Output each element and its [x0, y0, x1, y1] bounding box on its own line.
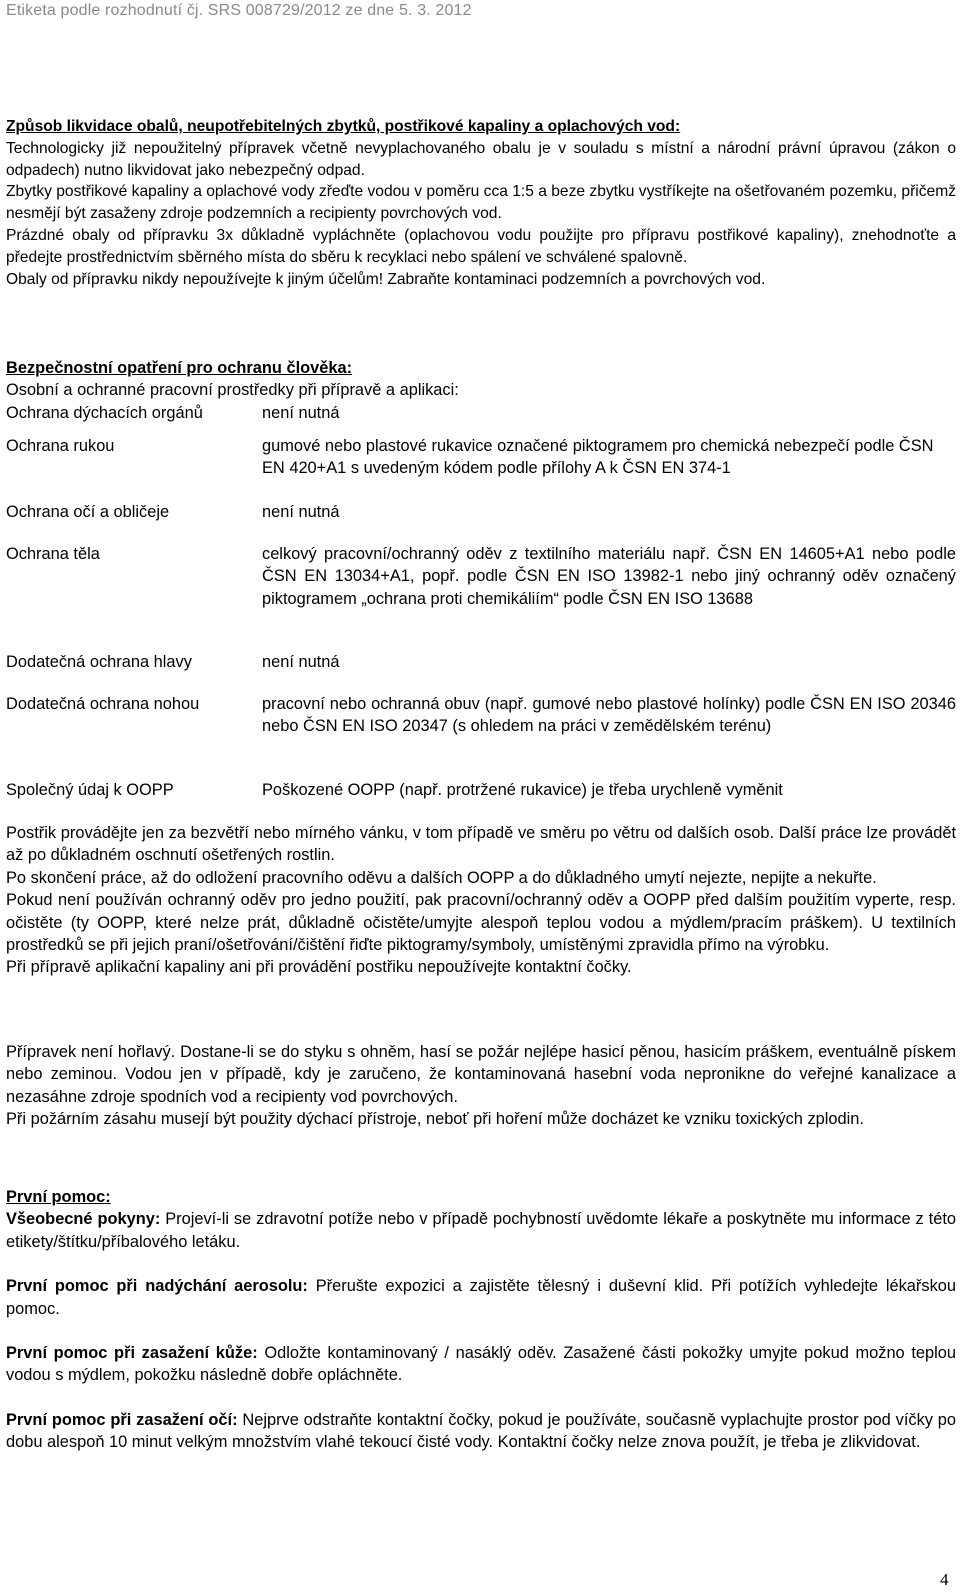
protection-label: Ochrana očí a obličeje	[6, 503, 170, 521]
disposal-section	[6, 116, 956, 290]
disposal-paragraph: Zbytky postřikové kapaliny a oplachové vody zřeďte vodou v poměru cca 1:5 a beze zbytku vystříkejte na ošetřovaném pozemku, přičemž nesmějí být zasaženy zdroje podzemních a recipienty povrchových vod.	[6, 183, 957, 223]
first-aid-label: První pomoc při nadýchání aerosolu:	[6, 1277, 308, 1296]
work-instructions	[6, 822, 956, 979]
first-aid-text: Projeví-li se zdravotní potíže nebo v případě pochybností uvědomte lékaře a poskytněte mu informace z této etikety/štítku/příbalového letáku.	[6, 1210, 956, 1251]
disposal-paragraph: Technologicky již nepoužitelný přípravek včetně nevyplachovaného obalu je v souladu s místní a národní právní úpravou (zákon o odpadech) nutno likvidovat jako nebezpečný odpad.	[6, 139, 956, 179]
breathing-row	[6, 402, 956, 424]
first-aid-item	[6, 1208, 956, 1253]
spacer	[6, 1387, 956, 1409]
first-aid-item	[6, 1342, 956, 1387]
first-aid-text: Odložte kontaminovaný / nasáklý oděv. Zasažené části pokožky umyjte pokud možno teplou vodou s mýdlem, pokožku následně dobře opláchněte.	[6, 1344, 956, 1385]
protection-value: není nutná	[262, 653, 340, 671]
spacer	[6, 1253, 956, 1275]
breathing-label: Ochrana dýchacích orgánů	[6, 403, 203, 422]
protection-value: gumové nebo plastové rukavice označené piktogramem pro chemická nebezpečí podle ČSN EN 420+A1 s uvedeným kódem podle přílohy A k ČSN EN 374-1	[262, 437, 934, 478]
first-aid-title: První pomoc:	[6, 1188, 111, 1206]
protection-label: Společný údaj k OOPP	[6, 781, 174, 799]
first-aid-text: Nejprve odstraňte kontaktní čočky, pokud je používáte, současně vyplachujte prostor pod víčky po dobu alespoň 10 minut velkým množstvím vlahé tekoucí čisté vody. Kontaktní čočky nelze znova použít, je třeba je zlikvidovat.	[6, 1410, 957, 1452]
spacer	[6, 1320, 956, 1342]
first-aid-label: První pomoc při zasažení očí:	[6, 1410, 238, 1429]
page-header: Etiketa podle rozhodnutí čj. SRS 008729/2012 ze dne 5. 3. 2012	[6, 2, 472, 19]
safety-intro: Osobní a ochranné pracovní prostředky při přípravě a aplikaci:	[6, 381, 459, 400]
protection-value: Poškozené OOPP (např. protržené rukavice) je třeba urychleně vyměnit	[262, 781, 783, 799]
protection-label: Ochrana těla	[6, 545, 100, 563]
protection-value: celkový pracovní/ochranný oděv z textilního materiálu např. ČSN EN 14605+A1 nebo podle ČSN EN 13034+A1, popř. podle ČSN EN ISO 13982-1 nebo jiný ochranný oděv označený piktogramem „ochrana proti chemikáliím“ podle ČSN EN ISO 13688	[262, 545, 956, 608]
protection-label: Ochrana rukou	[6, 437, 115, 455]
first-aid-label: Všeobecné pokyny:	[6, 1210, 161, 1229]
first-aid-section	[6, 1186, 956, 1454]
fire-paragraph: Při požárním zásahu musejí být použity dýchací přístroje, neboť při hoření může docházet ke vzniku toxických zplodin.	[6, 1110, 864, 1129]
disposal-title: Způsob likvidace obalů, neupotřebitelných zbytků, postřikové kapaliny a oplachových vod:	[6, 118, 681, 135]
protection-label: Dodatečná ochrana hlavy	[6, 653, 192, 671]
fire-section	[6, 1041, 956, 1131]
safety-title: Bezpečnostní opatření pro ochranu člověka:	[6, 359, 353, 377]
safety-section	[6, 357, 956, 424]
instruction-paragraph: Postřik provádějte jen za bezvětří nebo mírného vánku, v tom případě ve směru po větru od dalších osob. Další práce lze provádět až po důkladném oschnutí ošetřených rostlin.	[6, 824, 956, 865]
breathing-value: není nutná	[262, 403, 340, 422]
first-aid-label: První pomoc při zasažení kůže:	[6, 1344, 258, 1363]
first-aid-item	[6, 1409, 956, 1454]
first-aid-item	[6, 1275, 956, 1320]
disposal-paragraph: Prázdné obaly od přípravku 3x důkladně vypláchněte (oplachovou vodu použijte pro přípravu postřikové kapaliny), znehodnoťte a předejte prostřednictvím sběrného místa do sběru k recyklaci nebo spálení ve schválené spalovně.	[6, 226, 956, 266]
instruction-paragraph: Po skončení práce, až do odložení pracovního oděvu a dalších OOPP a do důkladného umytí nejezte, nepijte a nekuřte.	[6, 868, 877, 887]
fire-paragraph: Přípravek není hořlavý. Dostane-li se do styku s ohněm, hasí se požár nejlépe hasicí pěnou, hasicím práškem, eventuálně pískem nebo zeminou. Vodou jen v případě, kdy je zaručeno, že kontaminovaná hasební voda nepronikne do veřejné kanalizace a nezasáhne zdroje spodních vod a recipienty vod povrchových.	[6, 1043, 956, 1106]
first-aid-text: Přerušte expozici a zajistěte tělesný i duševní klid. Při potížích vyhledejte lékařskou pomoc.	[6, 1277, 957, 1318]
disposal-paragraph: Obaly od přípravku nikdy nepoužívejte k jiným účelům! Zabraňte kontaminaci podzemních a povrchových vod.	[6, 270, 766, 288]
page-number: 4	[940, 1570, 949, 1589]
protection-value: pracovní nebo ochranná obuv (např. gumové nebo plastové holínky) podle ČSN EN ISO 20346 nebo ČSN EN ISO 20347 (s ohledem na práci v zemědělském terénu)	[262, 695, 956, 736]
protection-label: Dodatečná ochrana nohou	[6, 695, 200, 713]
instruction-paragraph: Při přípravě aplikační kapaliny ani při provádění postřiku nepoužívejte kontaktní čočky.	[6, 958, 632, 977]
instruction-paragraph: Pokud není používán ochranný oděv pro jedno použití, pak pracovní/ochranný oděv a OOPP před dalším použitím vyperte, resp. očistěte (ty OOPP, které nelze prát, důkladně očistěte/umyjte alespoň teplou vodou a mýdlem/pracím práškem). U textilních prostředků se při jejich praní/ošetřování/čištění řiďte piktogramy/symboly, umístěnými zpravidla přímo na výrobku.	[6, 891, 956, 955]
protection-value: není nutná	[262, 503, 340, 521]
